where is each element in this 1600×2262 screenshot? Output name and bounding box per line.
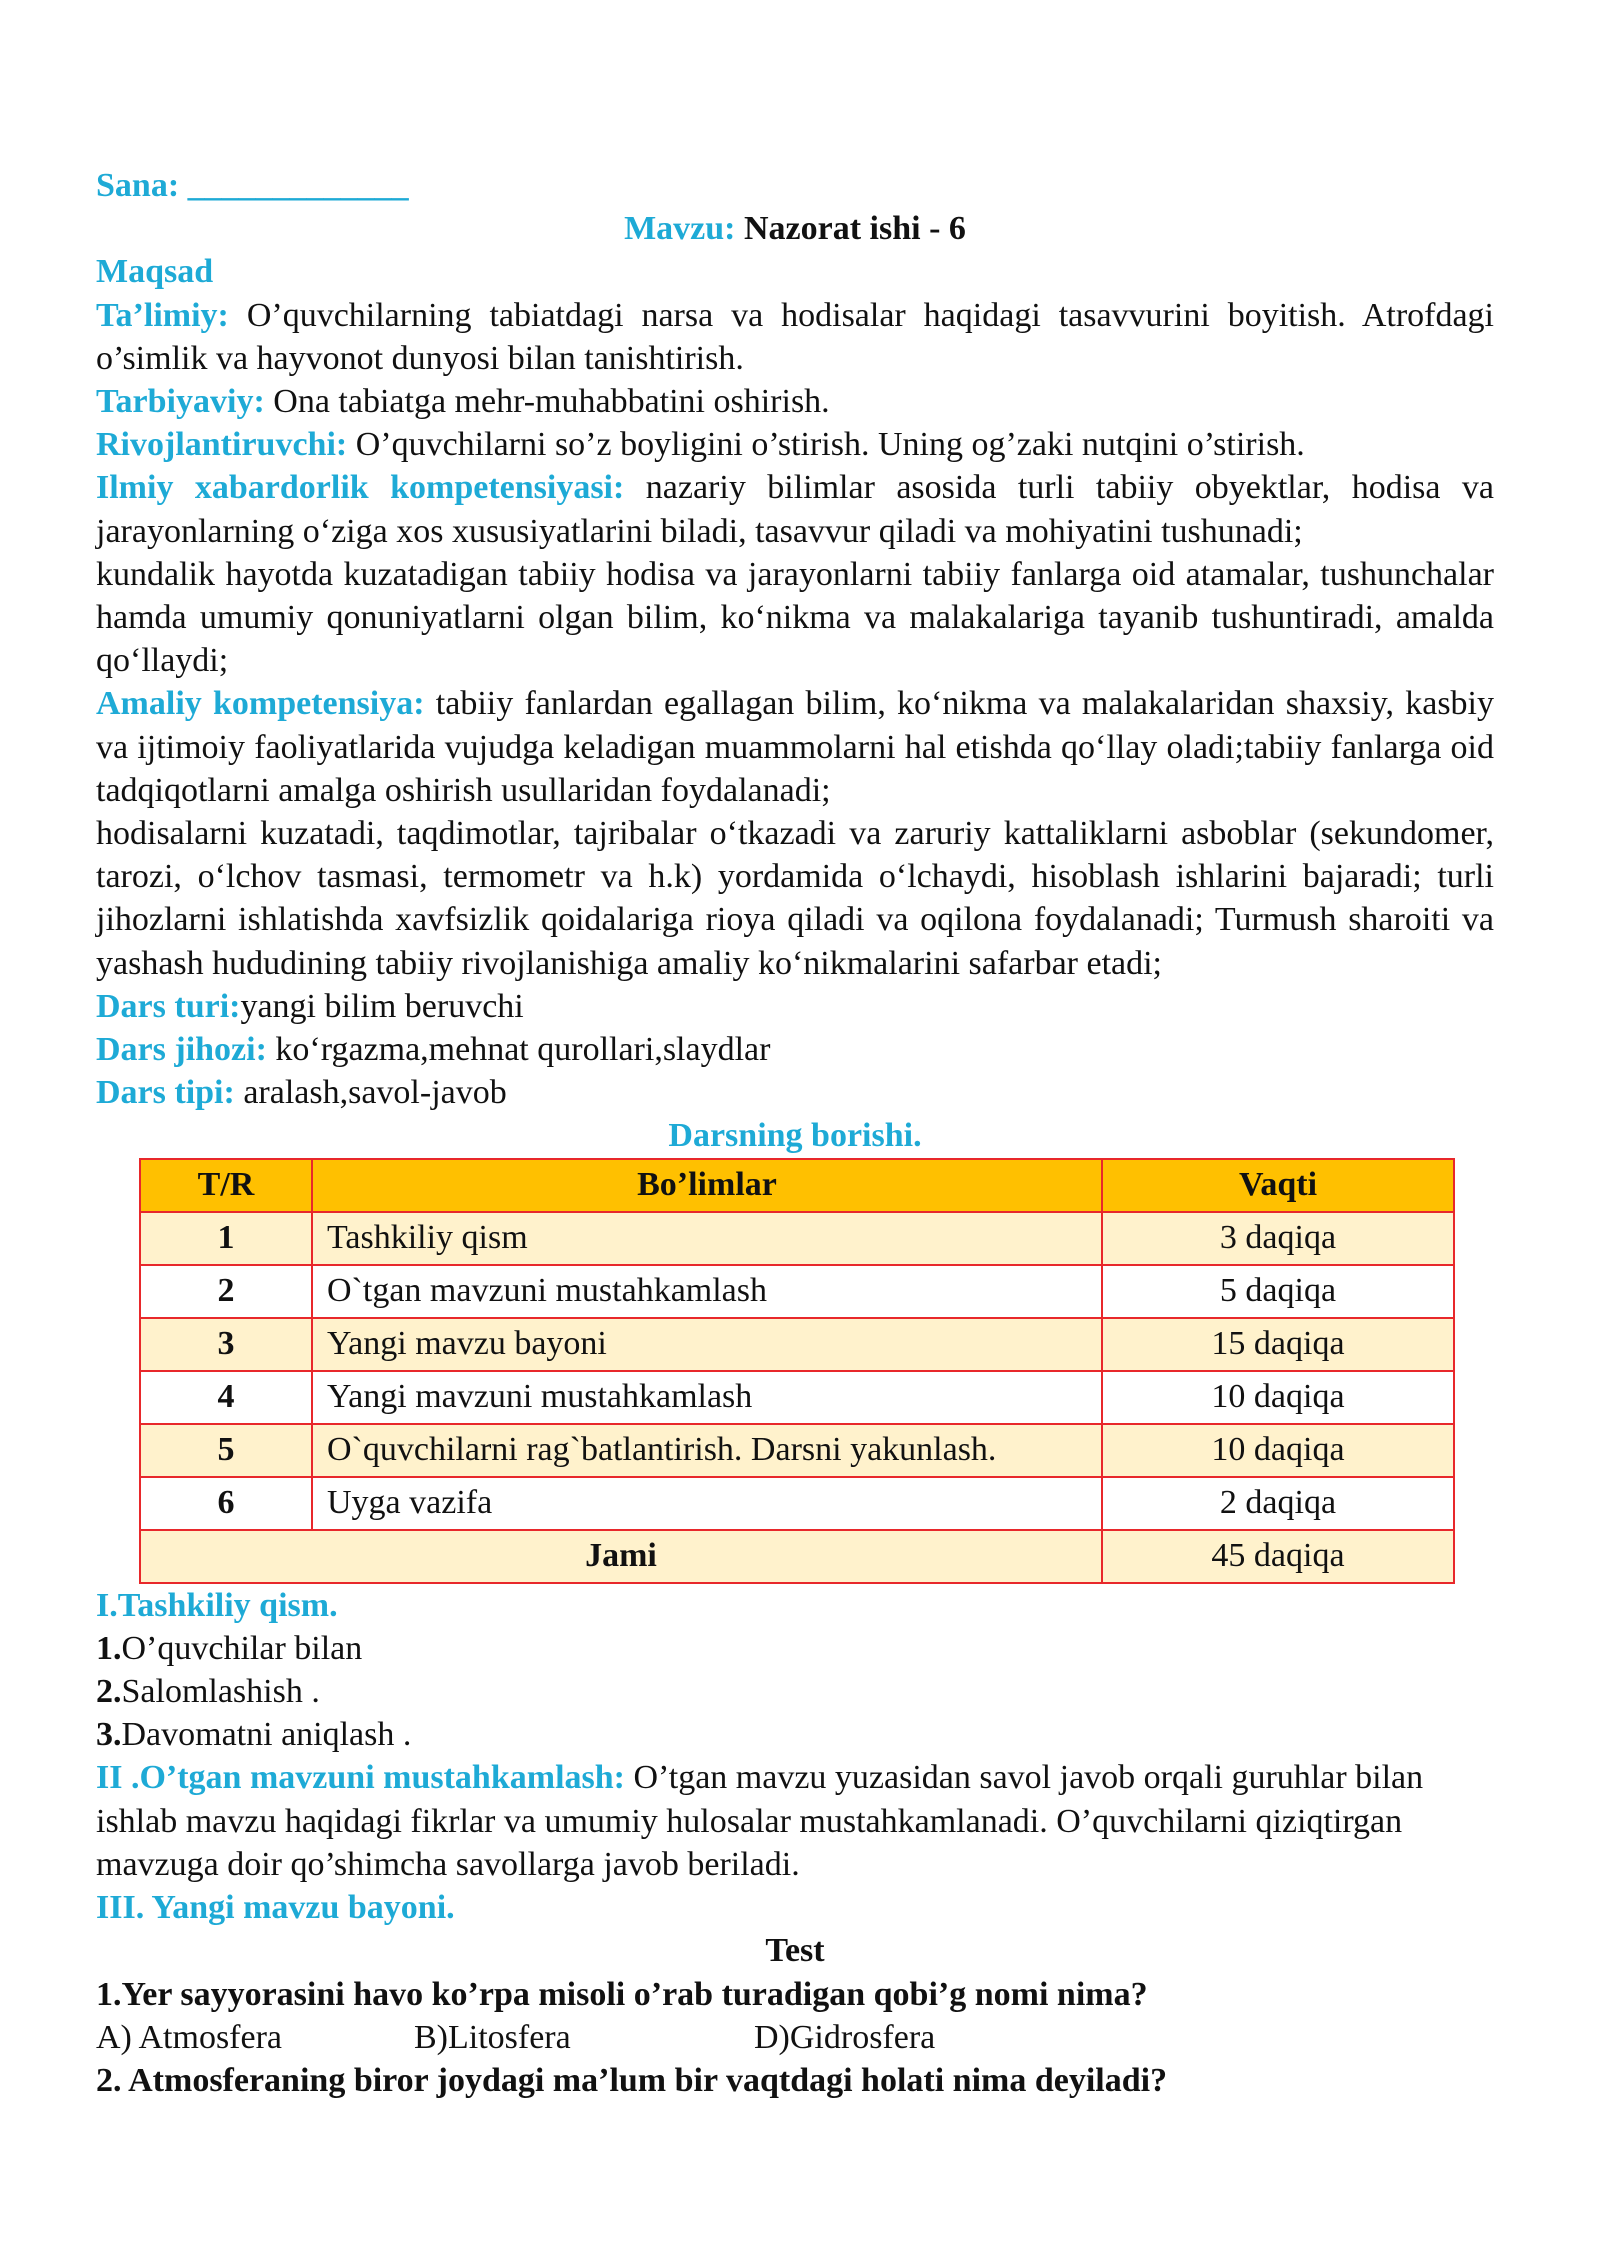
educational-goal <box>96 294 1494 380</box>
row-time: 5 daqiqa <box>1102 1265 1454 1318</box>
table-header-row <box>140 1159 1454 1212</box>
row-time: 15 daqiqa <box>1102 1318 1454 1371</box>
test-question-2: 2. Atmosferaning biror joydagi ma’lum bir vaqtdagi holati nima deyiladi? <box>96 2061 1168 2099</box>
list-item-text: Salomlashish . <box>121 1673 320 1711</box>
lesson-equipment <box>96 1028 1494 1071</box>
list-item <box>96 1627 1494 1670</box>
goals-heading: Maqsad <box>96 253 214 291</box>
row-number: 1 <box>140 1212 312 1265</box>
date-blank: _____________ <box>187 167 409 204</box>
section-review-label: II .O’tgan mavzuni mustahkamlash: <box>96 1759 625 1797</box>
list-item-text: O’quvchilar bilan <box>121 1629 363 1667</box>
lesson-plan-page <box>96 164 1494 2102</box>
practical-competence-label: Amaliy kompetensiya: <box>96 685 425 723</box>
educational-goal-label: Ta’limiy: <box>96 296 229 334</box>
topic-label: Mavzu: <box>624 210 736 248</box>
header-sections: Bo’limlar <box>312 1159 1102 1212</box>
lesson-plan-title: Darsning borishi. <box>668 1117 922 1155</box>
test-question-1: 1.Yer sayyorasini havo ko’rpa misoli o’rab turadigan qobi’g nomi nima? <box>96 1975 1148 2013</box>
row-section: Yangi mavzuni mustahkamlash <box>312 1371 1102 1424</box>
upbringing-goal-text: Ona tabiatga mehr-muhabbatini oshirish. <box>273 383 830 421</box>
science-competence-text-1: nazariy bilimlar asosida turli tabiiy obyektlar, hodisa va jarayonlarning o‘ziga xos xususiyatlarini biladi, tasavvur qiladi va mohiyatini tushunadi; <box>96 469 1495 550</box>
table-total-row <box>140 1530 1454 1583</box>
test-title: Test <box>765 1932 825 1970</box>
science-competence <box>96 466 1494 552</box>
table-row <box>140 1212 1454 1265</box>
educational-goal-text: O’quvchilarning tabiatdagi narsa va hodisalar haqidagi tasavvurini boyitish. Atrofdagi o’simlik va hayvonot dunyosi bilan tanishtirish. <box>96 296 1494 377</box>
list-item <box>96 1670 1494 1713</box>
option-a: A) Atmosfera <box>96 2018 283 2056</box>
table-row <box>140 1318 1454 1371</box>
lesson-kind-label: Dars tipi: <box>96 1074 235 1112</box>
upbringing-goal <box>96 380 1494 423</box>
test-question-1-options <box>96 2016 1494 2059</box>
total-label: Jami <box>140 1530 1102 1583</box>
list-item <box>96 1713 1494 1756</box>
lesson-kind-text: aralash,savol-javob <box>243 1074 507 1112</box>
date-label: Sana: <box>96 167 180 204</box>
developmental-goal-label: Rivojlantiruvchi: <box>96 426 348 464</box>
practical-competence-cont: hodisalarni kuzatadi, taqdimotlar, tajribalar o‘tkazadi va zaruriy kattaliklarni asboblar (sekundomer, tarozi, o‘lchov tasmasi, termometr va h.k) yordamida o‘lchaydi, hisoblash ishlarini bajaradi; turli jihozlarni ishlatishda xavfsizlik qoidalariga rioya qiladi va oqilona foydalanadi; Turmush sharoiti va yashash hududining tabiiy rivojlanishiga amaliy ko‘nikmalarini safarbar etadi; <box>96 815 1494 982</box>
table-row <box>140 1424 1454 1477</box>
row-time: 3 daqiqa <box>1102 1212 1454 1265</box>
lesson-type-text: yangi bilim beruvchi <box>240 987 524 1025</box>
list-item-number: 1. <box>96 1629 122 1667</box>
section-review <box>96 1756 1494 1886</box>
row-section: O`tgan mavzuni mustahkamlash <box>312 1265 1102 1318</box>
row-number: 6 <box>140 1477 312 1530</box>
section-organizational-heading: I.Tashkiliy qism. <box>96 1586 338 1624</box>
lesson-plan-table <box>139 1158 1455 1584</box>
practical-competence <box>96 682 1494 812</box>
list-item-number: 3. <box>96 1716 122 1754</box>
row-time: 10 daqiqa <box>1102 1424 1454 1477</box>
science-competence-label: Ilmiy xabardorlik kompetensiyasi: <box>96 469 625 507</box>
row-time: 2 daqiqa <box>1102 1477 1454 1530</box>
lesson-kind <box>96 1071 1494 1114</box>
practical-competence-text-1: tabiiy fanlardan egallagan bilim, ko‘nikma va malakalaridan shaxsiy, kasbiy va ijtimoiy faoliyatlarida vujudga keladigan muammolarni hal etishda qo‘llay oladi;tabiiy fanlarga oid tadqiqotlarni amalga oshirish usullaridan foydalanadi; <box>96 685 1494 809</box>
header-time: Vaqti <box>1102 1159 1454 1212</box>
section-review-text: O’tgan mavzu yuzasidan savol javob orqali guruhlar bilan ishlab mavzu haqidagi fikrlar va umumiy hulosalar mustahkamlanadi. O’quvchilarni qiziqtirgan mavzuga doir qo’shimcha savollarga javob beriladi. <box>96 1759 1424 1883</box>
date-line <box>96 164 1494 207</box>
row-time: 10 daqiqa <box>1102 1371 1454 1424</box>
table-row <box>140 1371 1454 1424</box>
row-section: Yangi mavzu bayoni <box>312 1318 1102 1371</box>
row-number: 2 <box>140 1265 312 1318</box>
lesson-equipment-label: Dars jihozi: <box>96 1031 267 1069</box>
upbringing-goal-label: Tarbiyaviy: <box>96 383 265 421</box>
topic-line <box>96 207 1494 250</box>
option-b: B)Litosfera <box>414 2018 571 2056</box>
row-number: 5 <box>140 1424 312 1477</box>
option-d: D)Gidrosfera <box>754 2018 936 2056</box>
lesson-type-label: Dars turi: <box>96 987 241 1025</box>
row-number: 4 <box>140 1371 312 1424</box>
row-section: Tashkiliy qism <box>312 1212 1102 1265</box>
row-number: 3 <box>140 1318 312 1371</box>
section-new-topic-heading: III. Yangi mavzu bayoni. <box>96 1889 455 1927</box>
list-item-number: 2. <box>96 1673 122 1711</box>
table-row <box>140 1265 1454 1318</box>
total-time: 45 daqiqa <box>1102 1530 1454 1583</box>
lesson-equipment-text: ko‘rgazma,mehnat qurollari,slaydlar <box>275 1031 771 1069</box>
developmental-goal <box>96 423 1494 466</box>
header-number: T/R <box>140 1159 312 1212</box>
science-competence-cont: kundalik hayotda kuzatadigan tabiiy hodisa va jarayonlarni tabiiy fanlarga oid atamalar, tushunchalar hamda umumiy qonuniyatlarni olgan bilim, ko‘nikma va malakalariga tayanib tushuntiradi, amalda qo‘llaydi; <box>96 555 1494 680</box>
lesson-type <box>96 985 1494 1028</box>
row-section: O`quvchilarni rag`batlantirish. Darsni yakunlash. <box>312 1424 1102 1477</box>
developmental-goal-text: O’quvchilarni so’z boyligini o’stirish. Uning og’zaki nutqini o’stirish. <box>355 426 1305 464</box>
list-item-text: Davomatni aniqlash . <box>121 1716 412 1754</box>
table-row <box>140 1477 1454 1530</box>
row-section: Uyga vazifa <box>312 1477 1102 1530</box>
topic-value: Nazorat ishi - 6 <box>744 210 966 248</box>
